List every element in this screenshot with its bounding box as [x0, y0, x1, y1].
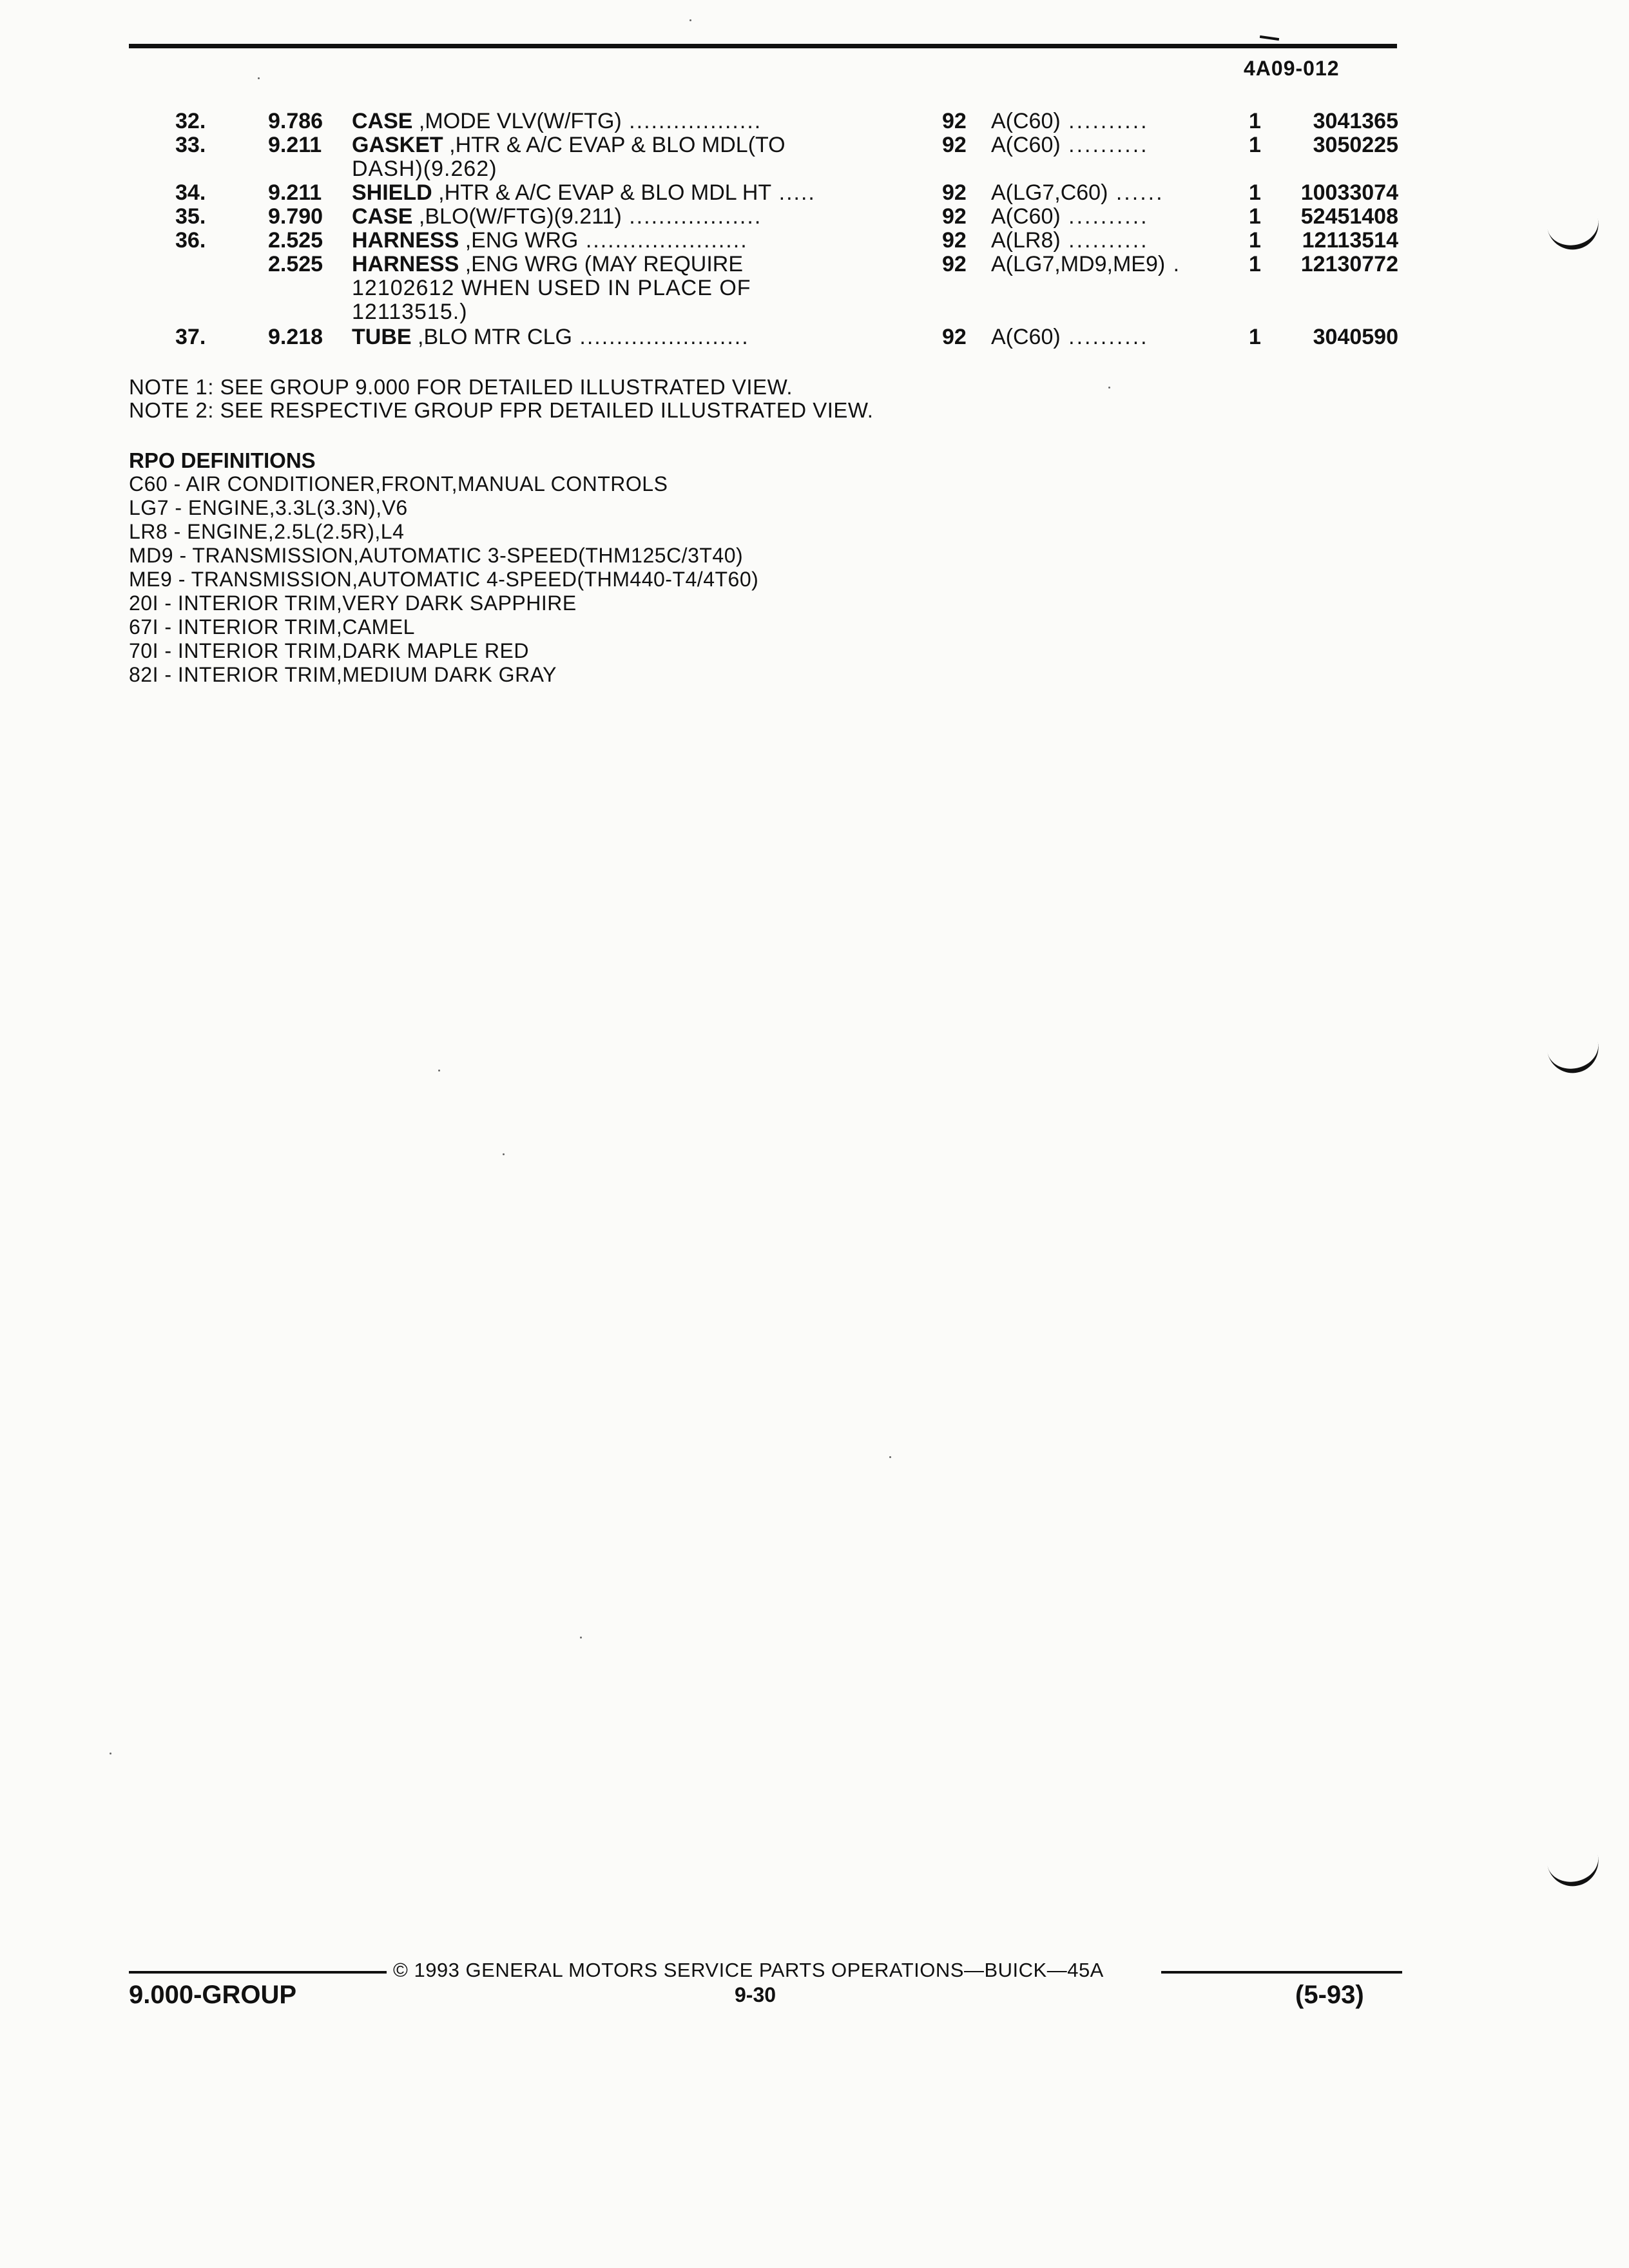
part-name: TUBE [352, 325, 412, 349]
model-year: 92 [942, 325, 967, 349]
application [991, 229, 1210, 252]
application-code: A(C60) [991, 205, 1061, 228]
part-detail: ,HTR & A/C EVAP & BLO MDL(TO [449, 133, 786, 157]
quantity: 1 [1249, 252, 1261, 276]
note-1: NOTE 1: SEE GROUP 9.000 FOR DETAILED ILLUSTRATED VIEW. [129, 375, 793, 399]
dot-leader: .................. [621, 110, 762, 133]
application [991, 133, 1210, 157]
part-name: HARNESS [352, 229, 459, 252]
part-name: CASE [352, 110, 413, 133]
part-number: 12130772 [1300, 252, 1398, 276]
binder-hole-mark [1547, 214, 1603, 255]
model-year: 92 [942, 204, 967, 229]
scan-speck [503, 1153, 505, 1155]
part-description [352, 133, 887, 157]
dot-leader: .................. [621, 205, 762, 228]
scan-speck [580, 1637, 582, 1639]
application-code: A(LG7,MD9,ME9) [991, 253, 1166, 276]
part-detail: ,BLO MTR CLG [418, 325, 572, 349]
quantity: 1 [1249, 133, 1261, 157]
model-year: 92 [942, 180, 967, 205]
dot-leader: ....................... [572, 325, 749, 349]
rpo-definition: 20I - INTERIOR TRIM,VERY DARK SAPPHIRE [129, 591, 577, 615]
dot-leader: . [1165, 253, 1182, 276]
item-number: 35. [175, 204, 206, 229]
part-detail: ,ENG WRG [465, 229, 579, 252]
group-number: 2.525 [268, 228, 323, 253]
binder-hole-mark [1547, 1037, 1603, 1078]
item-number: 32. [175, 109, 206, 133]
group-number: 9.786 [268, 109, 323, 133]
model-year: 92 [942, 109, 967, 133]
part-number: 52451408 [1300, 204, 1398, 229]
part-name: SHIELD [352, 181, 432, 204]
application-code: A(C60) [991, 325, 1061, 349]
footer-rule [129, 1971, 387, 1974]
dot-leader: ...... [1108, 181, 1164, 204]
part-description [352, 205, 887, 228]
part-number: 12113514 [1302, 228, 1398, 253]
model-year: 92 [942, 133, 967, 157]
rpo-definition: 70I - INTERIOR TRIM,DARK MAPLE RED [129, 639, 529, 662]
dot-leader: .......... [1060, 325, 1149, 349]
part-name: HARNESS [352, 253, 459, 276]
top-rule-tick [1260, 35, 1279, 41]
group-number: 9.211 [268, 180, 322, 205]
binder-hole-mark [1547, 1850, 1603, 1891]
rpo-definition: C60 - AIR CONDITIONER,FRONT,MANUAL CONTROLS [129, 472, 668, 495]
application-code: A(C60) [991, 110, 1061, 133]
rpo-definitions-title: RPO DEFINITIONS [129, 448, 316, 472]
scan-speck [110, 1753, 111, 1754]
part-detail: ,HTR & A/C EVAP & BLO MDL HT [438, 181, 772, 204]
top-rule [129, 44, 1397, 48]
scan-speck [258, 77, 260, 79]
group-number: 9.211 [268, 133, 322, 157]
scan-speck [689, 19, 691, 21]
page-number: 9-30 [735, 1983, 776, 2006]
model-year: 92 [942, 228, 967, 253]
quantity: 1 [1249, 204, 1261, 229]
part-number: 3041365 [1313, 109, 1398, 133]
model-year: 92 [942, 252, 967, 276]
rpo-definition: 67I - INTERIOR TRIM,CAMEL [129, 615, 415, 639]
rpo-definition: 82I - INTERIOR TRIM,MEDIUM DARK GRAY [129, 663, 557, 686]
application [991, 110, 1210, 133]
group-number: 9.218 [268, 325, 323, 349]
dot-leader: .......... [1060, 229, 1149, 252]
dot-leader: .......... [1060, 205, 1149, 228]
application-code: A(LR8) [991, 229, 1061, 252]
dot-leader: .......... [1060, 133, 1149, 157]
part-number: 3050225 [1313, 133, 1398, 157]
footer-rule [1161, 1971, 1402, 1974]
part-description [352, 110, 887, 133]
item-number: 33. [175, 133, 206, 157]
item-number: 36. [175, 228, 206, 253]
scan-speck [889, 1456, 891, 1458]
note-2: NOTE 2: SEE RESPECTIVE GROUP FPR DETAILED ILLUSTRATED VIEW. [129, 398, 874, 422]
part-description [352, 229, 887, 252]
application [991, 205, 1210, 228]
rpo-definition: LG7 - ENGINE,3.3L(3.3N),V6 [129, 496, 408, 519]
description-continuation: 12102612 WHEN USED IN PLACE OF [352, 276, 751, 300]
application-code: A(C60) [991, 133, 1061, 157]
description-continuation: DASH)(9.262) [352, 157, 497, 181]
item-number: 37. [175, 325, 206, 349]
quantity: 1 [1249, 109, 1261, 133]
application [991, 325, 1210, 349]
application [991, 181, 1210, 204]
part-number: 10033074 [1300, 180, 1398, 205]
quantity: 1 [1249, 180, 1261, 205]
rpo-definition: MD9 - TRANSMISSION,AUTOMATIC 3-SPEED(THM125C/3T40) [129, 544, 744, 567]
part-detail: ,BLO(W/FTG)(9.211) [418, 205, 622, 228]
part-description [352, 181, 887, 204]
scan-speck [438, 1070, 440, 1072]
quantity: 1 [1249, 325, 1261, 349]
application-code: A(LG7,C60) [991, 181, 1108, 204]
part-detail: ,MODE VLV(W/FTG) [418, 110, 622, 133]
group-number: 9.790 [268, 204, 323, 229]
rpo-definition: LR8 - ENGINE,2.5L(2.5R),L4 [129, 520, 405, 543]
rpo-definition: ME9 - TRANSMISSION,AUTOMATIC 4-SPEED(THM440-T4/4T60) [129, 568, 759, 591]
part-name: GASKET [352, 133, 443, 157]
copyright-notice: © 1993 GENERAL MOTORS SERVICE PARTS OPERATIONS—BUICK—45A [393, 1959, 1104, 1981]
dot-leader: ...................... [578, 229, 748, 252]
application [991, 253, 1210, 276]
dot-leader: .......... [1060, 110, 1149, 133]
dot-leader: ..... [771, 181, 816, 204]
group-number: 2.525 [268, 252, 323, 276]
item-number: 34. [175, 180, 206, 205]
description-continuation: 12113515.) [352, 300, 468, 324]
part-detail: ,ENG WRG (MAY REQUIRE [465, 253, 744, 276]
part-description [352, 325, 887, 349]
revision-date: (5-93) [1295, 1981, 1364, 2009]
scan-speck [1108, 387, 1110, 389]
page-code: 4A09-012 [1244, 57, 1340, 80]
quantity: 1 [1249, 228, 1261, 253]
group-label: 9.000-GROUP [129, 1981, 297, 2009]
part-description [352, 253, 887, 276]
part-number: 3040590 [1313, 325, 1398, 349]
part-name: CASE [352, 205, 413, 228]
